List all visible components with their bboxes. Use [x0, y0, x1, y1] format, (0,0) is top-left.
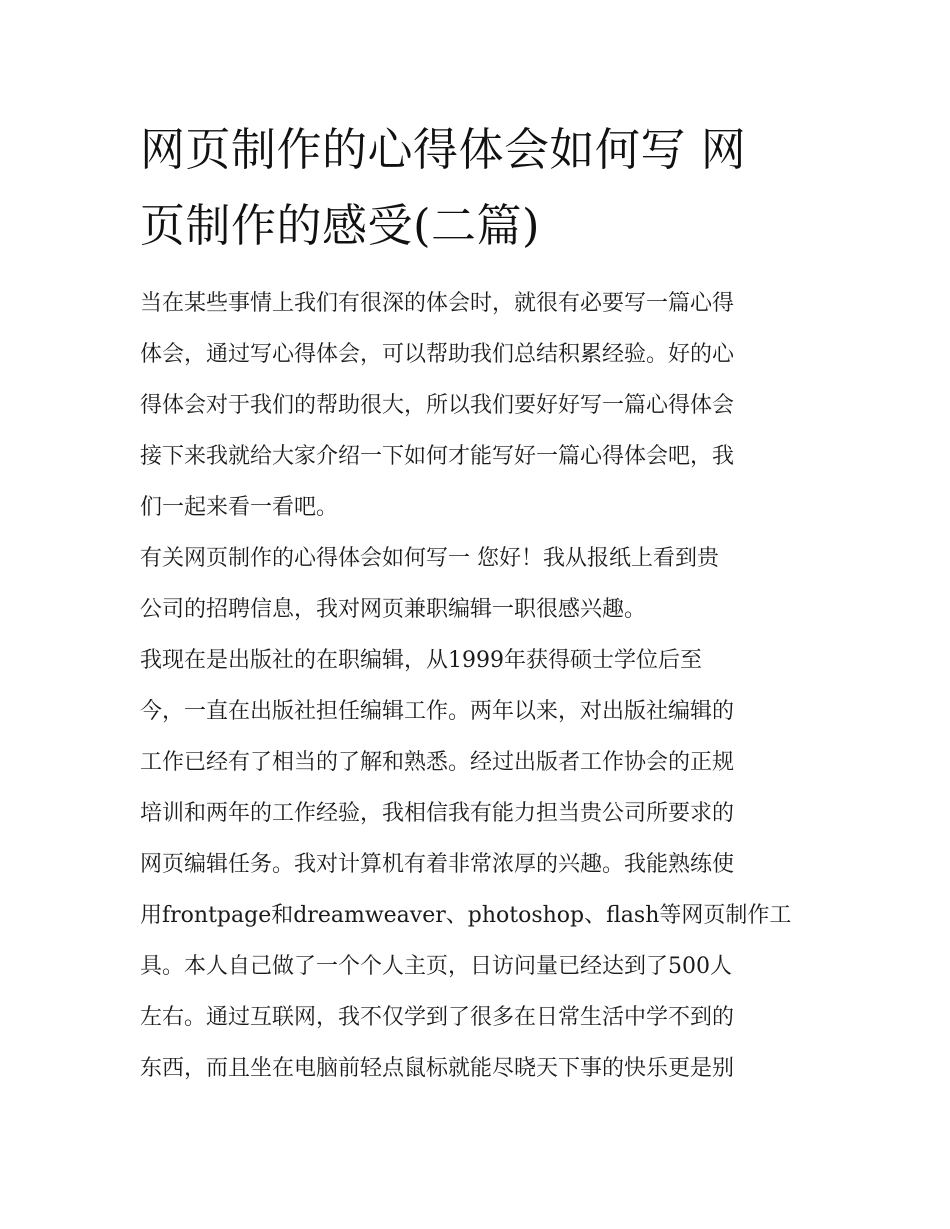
text-line: 们一起来看一看吧。: [140, 495, 339, 520]
text-line: 体会，通过写心得体会，可以帮助我们总结积累经验。好的心: [140, 342, 735, 367]
document-title: [140, 112, 810, 264]
paragraph-intro: [140, 278, 812, 533]
title-line: 页制作的感受(二篇): [140, 199, 541, 252]
text-line: 接下来我就给大家介绍一下如何才能写好一篇心得体会吧，我: [140, 444, 735, 469]
text-line: 今，一直在出版社担任编辑工作。两年以来，对出版社编辑的: [140, 699, 735, 724]
paragraph-greeting: [140, 533, 812, 635]
document-body: [140, 278, 812, 1094]
text-line: 当在某些事情上我们有很深的体会时，就很有必要写一篇心得: [140, 291, 735, 316]
text-line: 东西，而且坐在电脑前轻点鼠标就能尽晓天下事的快乐更是别: [140, 1056, 735, 1081]
paragraph-experience: [140, 635, 812, 1094]
text-line: 左右。通过互联网，我不仅学到了很多在日常生活中学不到的: [140, 1005, 735, 1030]
text-line: 公司的招聘信息，我对网页兼职编辑一职很感兴趣。: [140, 597, 647, 622]
text-line: 有关网页制作的心得体会如何写一 您好！我从报纸上看到贵: [140, 546, 719, 571]
text-line: 用frontpage和dreamweaver、photoshop、flash等网页制作工: [140, 903, 792, 928]
title-line: 网页制作的心得体会如何写 网: [140, 123, 747, 176]
text-line: 工作已经有了相当的了解和熟悉。经过出版者工作协会的正规: [140, 750, 735, 775]
text-line: 我现在是出版社的在职编辑，从1999年获得硕士学位后至: [140, 648, 702, 673]
text-line: 具。本人自己做了一个个人主页，日访问量已经达到了500人: [140, 954, 732, 979]
text-line: 培训和两年的工作经验，我相信我有能力担当贵公司所要求的: [140, 801, 735, 826]
text-line: 得体会对于我们的帮助很大，所以我们要好好写一篇心得体会: [140, 393, 735, 418]
text-line: 网页编辑任务。我对计算机有着非常浓厚的兴趣。我能熟练使: [140, 852, 735, 877]
